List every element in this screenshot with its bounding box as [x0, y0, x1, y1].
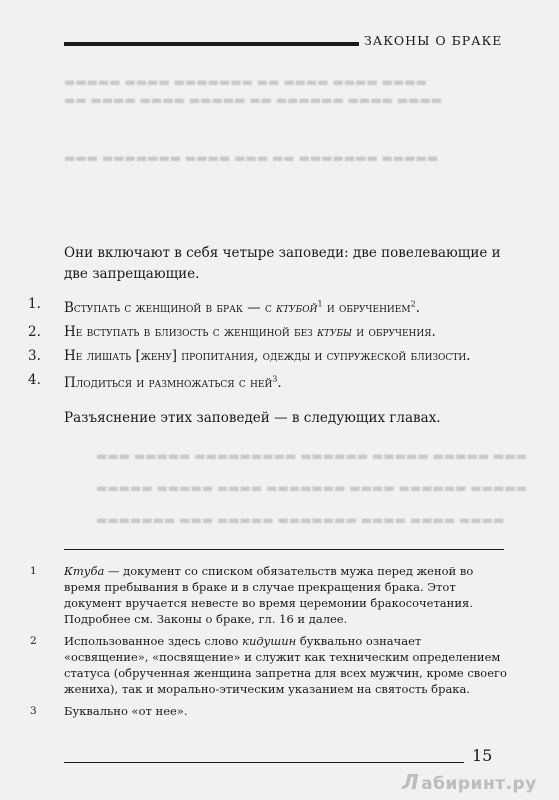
item-number: 2.	[28, 323, 41, 340]
bleed-through-text: ▬▬ ▬▬▬▬ ▬▬▬▬ ▬▬▬▬▬ ▬▬ ▬▬▬▬▬▬ ▬▬▬▬ ▬▬▬▬	[64, 93, 443, 107]
commandment-item	[28, 322, 508, 342]
commandment-item	[28, 370, 508, 394]
footnotes	[30, 563, 508, 725]
item-number: 4.	[28, 371, 41, 388]
header-rule	[64, 42, 359, 46]
item-text: Не лишать [жену] пропитания, одежды и супружеской близости.	[64, 347, 471, 364]
footnote-number: 2	[30, 635, 37, 647]
item-text: Плодиться и размножаться с ней$^3$.	[64, 374, 282, 391]
footnote-number: 1	[30, 565, 37, 577]
footnote-rule	[64, 549, 504, 550]
footnote-text: Буквально «от нее».	[64, 704, 188, 718]
item-text: Вступать с женщиной в брак — с ктубой$^1$ и обручением$^2$.	[64, 299, 420, 316]
footer-rule	[64, 762, 464, 763]
bleed-through-text: ▬▬▬▬▬▬▬ ▬▬▬ ▬▬▬▬▬ ▬▬▬▬▬▬▬ ▬▬▬▬ ▬▬▬▬ ▬▬▬▬	[96, 513, 505, 527]
footnote	[30, 633, 508, 697]
item-number: 1.	[28, 296, 41, 312]
bleed-through-text: ▬▬▬ ▬▬▬▬▬▬▬ ▬▬▬▬ ▬▬▬ ▬▬ ▬▬▬▬▬▬▬ ▬▬▬▬▬	[64, 151, 439, 165]
footnote	[30, 563, 508, 627]
bleed-through-text: ▬▬▬▬▬ ▬▬▬▬▬ ▬▬▬▬ ▬▬▬▬▬▬▬ ▬▬▬▬ ▬▬▬▬▬▬ ▬▬▬▬▬	[96, 481, 528, 495]
commandment-item	[28, 346, 508, 366]
footnote-text: Ктуба — документ со списком обязательств мужа перед женой во время пребывания в браке и в случае прекращения брака. Этот документ вручается невесте во время церемонии бракосочетания. Подробнее см. Законы о браке, гл. 16 и далее.	[64, 564, 474, 626]
closing-paragraph: Разъяснение этих заповедей — в следующих главах.	[64, 410, 441, 426]
footnote	[30, 703, 508, 719]
footnote-text: Использованное здесь слово кидушин буквально означает «освящение», «посвящение» и служит как техническим определением статуса (обрученная женщина запретна для всех мужчин, кроме своего жениха), так и морально-этическим указанием на святость брака.	[64, 634, 507, 696]
item-number: 3.	[28, 347, 41, 364]
footnote-number: 3	[30, 705, 37, 717]
commandment-item	[28, 294, 508, 318]
bleed-through-text: ▬▬▬▬▬ ▬▬▬▬ ▬▬▬▬▬▬▬ ▬▬ ▬▬▬▬ ▬▬▬▬ ▬▬▬▬	[64, 75, 428, 89]
commandments-list	[28, 294, 508, 397]
watermark-logo: Л абиринт.ру	[402, 770, 537, 794]
labyrinth-logo-icon: Л	[402, 770, 420, 794]
running-header: ЗАКОНЫ О БРАКЕ	[364, 33, 503, 48]
item-text: Не вступать в близость с женщиной без ктубы и обручения.	[64, 323, 436, 340]
intro-paragraph: Они включают в себя четыре заповеди: две повелевающие и две запрещающие.	[64, 245, 501, 282]
bleed-through-text: ▬▬▬ ▬▬▬▬▬ ▬▬▬▬▬▬▬▬▬ ▬▬▬▬▬▬ ▬▬▬▬▬ ▬▬▬▬▬ ▬▬▬	[96, 449, 528, 463]
page-number: 15	[472, 746, 493, 765]
